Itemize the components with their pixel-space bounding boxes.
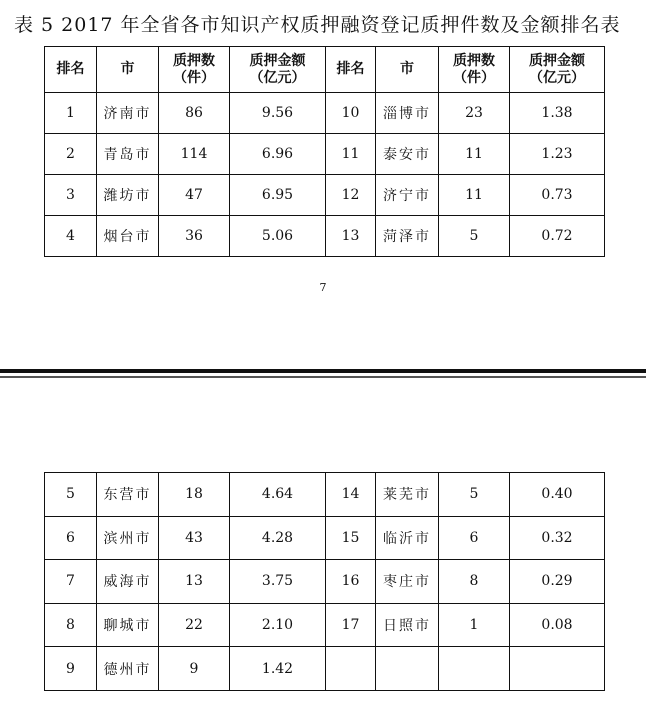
cell-rank [326, 647, 376, 691]
cell-rank: 14 [326, 473, 376, 517]
cell-amount: 0.08 [510, 603, 605, 647]
cell-amount: 1.38 [510, 93, 605, 134]
table-row [45, 603, 605, 647]
cell-count: 23 [439, 93, 510, 134]
cell-count: 5 [439, 216, 510, 257]
ranking-table-part-2 [44, 472, 605, 691]
cell-count: 22 [159, 603, 230, 647]
cell-city [376, 647, 439, 691]
cell-rank: 10 [326, 93, 376, 134]
cell-rank: 16 [326, 560, 376, 604]
cell-city: 济南市 [97, 93, 159, 134]
cell-rank: 8 [45, 603, 97, 647]
cell-city: 聊城市 [97, 603, 159, 647]
cell-count: 8 [439, 560, 510, 604]
table-title: 表 5 2017 年全省各市知识产权质押融资登记质押件数及金额排名表 [14, 14, 621, 36]
header-rank: 排名 [326, 47, 376, 93]
cell-amount: 0.40 [510, 473, 605, 517]
header-amount-line2: （亿元） [249, 69, 306, 86]
cell-city: 菏泽市 [376, 216, 439, 257]
header-count-line2: （件） [453, 69, 495, 86]
cell-amount: 0.29 [510, 560, 605, 604]
header-count-line1: 质押数 [173, 52, 215, 69]
cell-rank: 11 [326, 134, 376, 175]
cell-amount: 4.28 [230, 516, 326, 560]
table-row [45, 175, 605, 216]
cell-amount: 5.06 [230, 216, 326, 257]
cell-rank: 6 [45, 516, 97, 560]
cell-amount: 6.96 [230, 134, 326, 175]
header-city: 市 [97, 47, 159, 93]
cell-amount [510, 647, 605, 691]
table-header-row [45, 47, 605, 93]
cell-rank: 4 [45, 216, 97, 257]
header-city: 市 [376, 47, 439, 93]
cell-count [439, 647, 510, 691]
page-break-rule [0, 369, 646, 373]
cell-count: 13 [159, 560, 230, 604]
table-row [45, 93, 605, 134]
cell-city: 烟台市 [97, 216, 159, 257]
page-number: 7 [319, 281, 327, 294]
cell-rank: 15 [326, 516, 376, 560]
cell-rank: 5 [45, 473, 97, 517]
cell-city: 潍坊市 [97, 175, 159, 216]
cell-amount: 9.56 [230, 93, 326, 134]
cell-amount: 3.75 [230, 560, 326, 604]
cell-city: 滨州市 [97, 516, 159, 560]
header-count [159, 47, 230, 93]
cell-count: 5 [439, 473, 510, 517]
cell-amount: 1.42 [230, 647, 326, 691]
cell-count: 1 [439, 603, 510, 647]
cell-city: 东营市 [97, 473, 159, 517]
cell-count: 47 [159, 175, 230, 216]
cell-amount: 6.95 [230, 175, 326, 216]
cell-rank: 2 [45, 134, 97, 175]
cell-amount: 4.64 [230, 473, 326, 517]
cell-city: 威海市 [97, 560, 159, 604]
header-rank: 排名 [45, 47, 97, 93]
cell-city: 德州市 [97, 647, 159, 691]
cell-rank: 1 [45, 93, 97, 134]
cell-city: 日照市 [376, 603, 439, 647]
table-row [45, 560, 605, 604]
cell-rank: 9 [45, 647, 97, 691]
cell-rank: 13 [326, 216, 376, 257]
cell-rank: 3 [45, 175, 97, 216]
cell-rank: 12 [326, 175, 376, 216]
header-count-line2: （件） [173, 69, 215, 86]
cell-rank: 17 [326, 603, 376, 647]
cell-city: 泰安市 [376, 134, 439, 175]
table-row [45, 216, 605, 257]
cell-count: 43 [159, 516, 230, 560]
cell-count: 11 [439, 175, 510, 216]
cell-amount: 1.23 [510, 134, 605, 175]
header-count [439, 47, 510, 93]
cell-city: 济宁市 [376, 175, 439, 216]
cell-count: 11 [439, 134, 510, 175]
page-break-rule-thin [0, 376, 646, 378]
cell-count: 6 [439, 516, 510, 560]
header-count-line1: 质押数 [453, 52, 495, 69]
cell-city: 淄博市 [376, 93, 439, 134]
cell-count: 114 [159, 134, 230, 175]
header-amount [510, 47, 605, 93]
ranking-table-part-1 [44, 46, 605, 257]
table-row [45, 134, 605, 175]
cell-city: 青岛市 [97, 134, 159, 175]
cell-city: 枣庄市 [376, 560, 439, 604]
cell-amount: 0.32 [510, 516, 605, 560]
cell-amount: 2.10 [230, 603, 326, 647]
cell-city: 临沂市 [376, 516, 439, 560]
cell-count: 86 [159, 93, 230, 134]
cell-rank: 7 [45, 560, 97, 604]
cell-count: 9 [159, 647, 230, 691]
header-amount-line1: 质押金额 [249, 52, 306, 69]
cell-count: 36 [159, 216, 230, 257]
cell-count: 18 [159, 473, 230, 517]
table-row [45, 647, 605, 691]
cell-amount: 0.73 [510, 175, 605, 216]
cell-city: 莱芜市 [376, 473, 439, 517]
table-row [45, 516, 605, 560]
header-amount-line1: 质押金额 [529, 52, 585, 69]
header-amount [230, 47, 326, 93]
cell-amount: 0.72 [510, 216, 605, 257]
table-row [45, 473, 605, 517]
header-amount-line2: （亿元） [529, 69, 585, 86]
